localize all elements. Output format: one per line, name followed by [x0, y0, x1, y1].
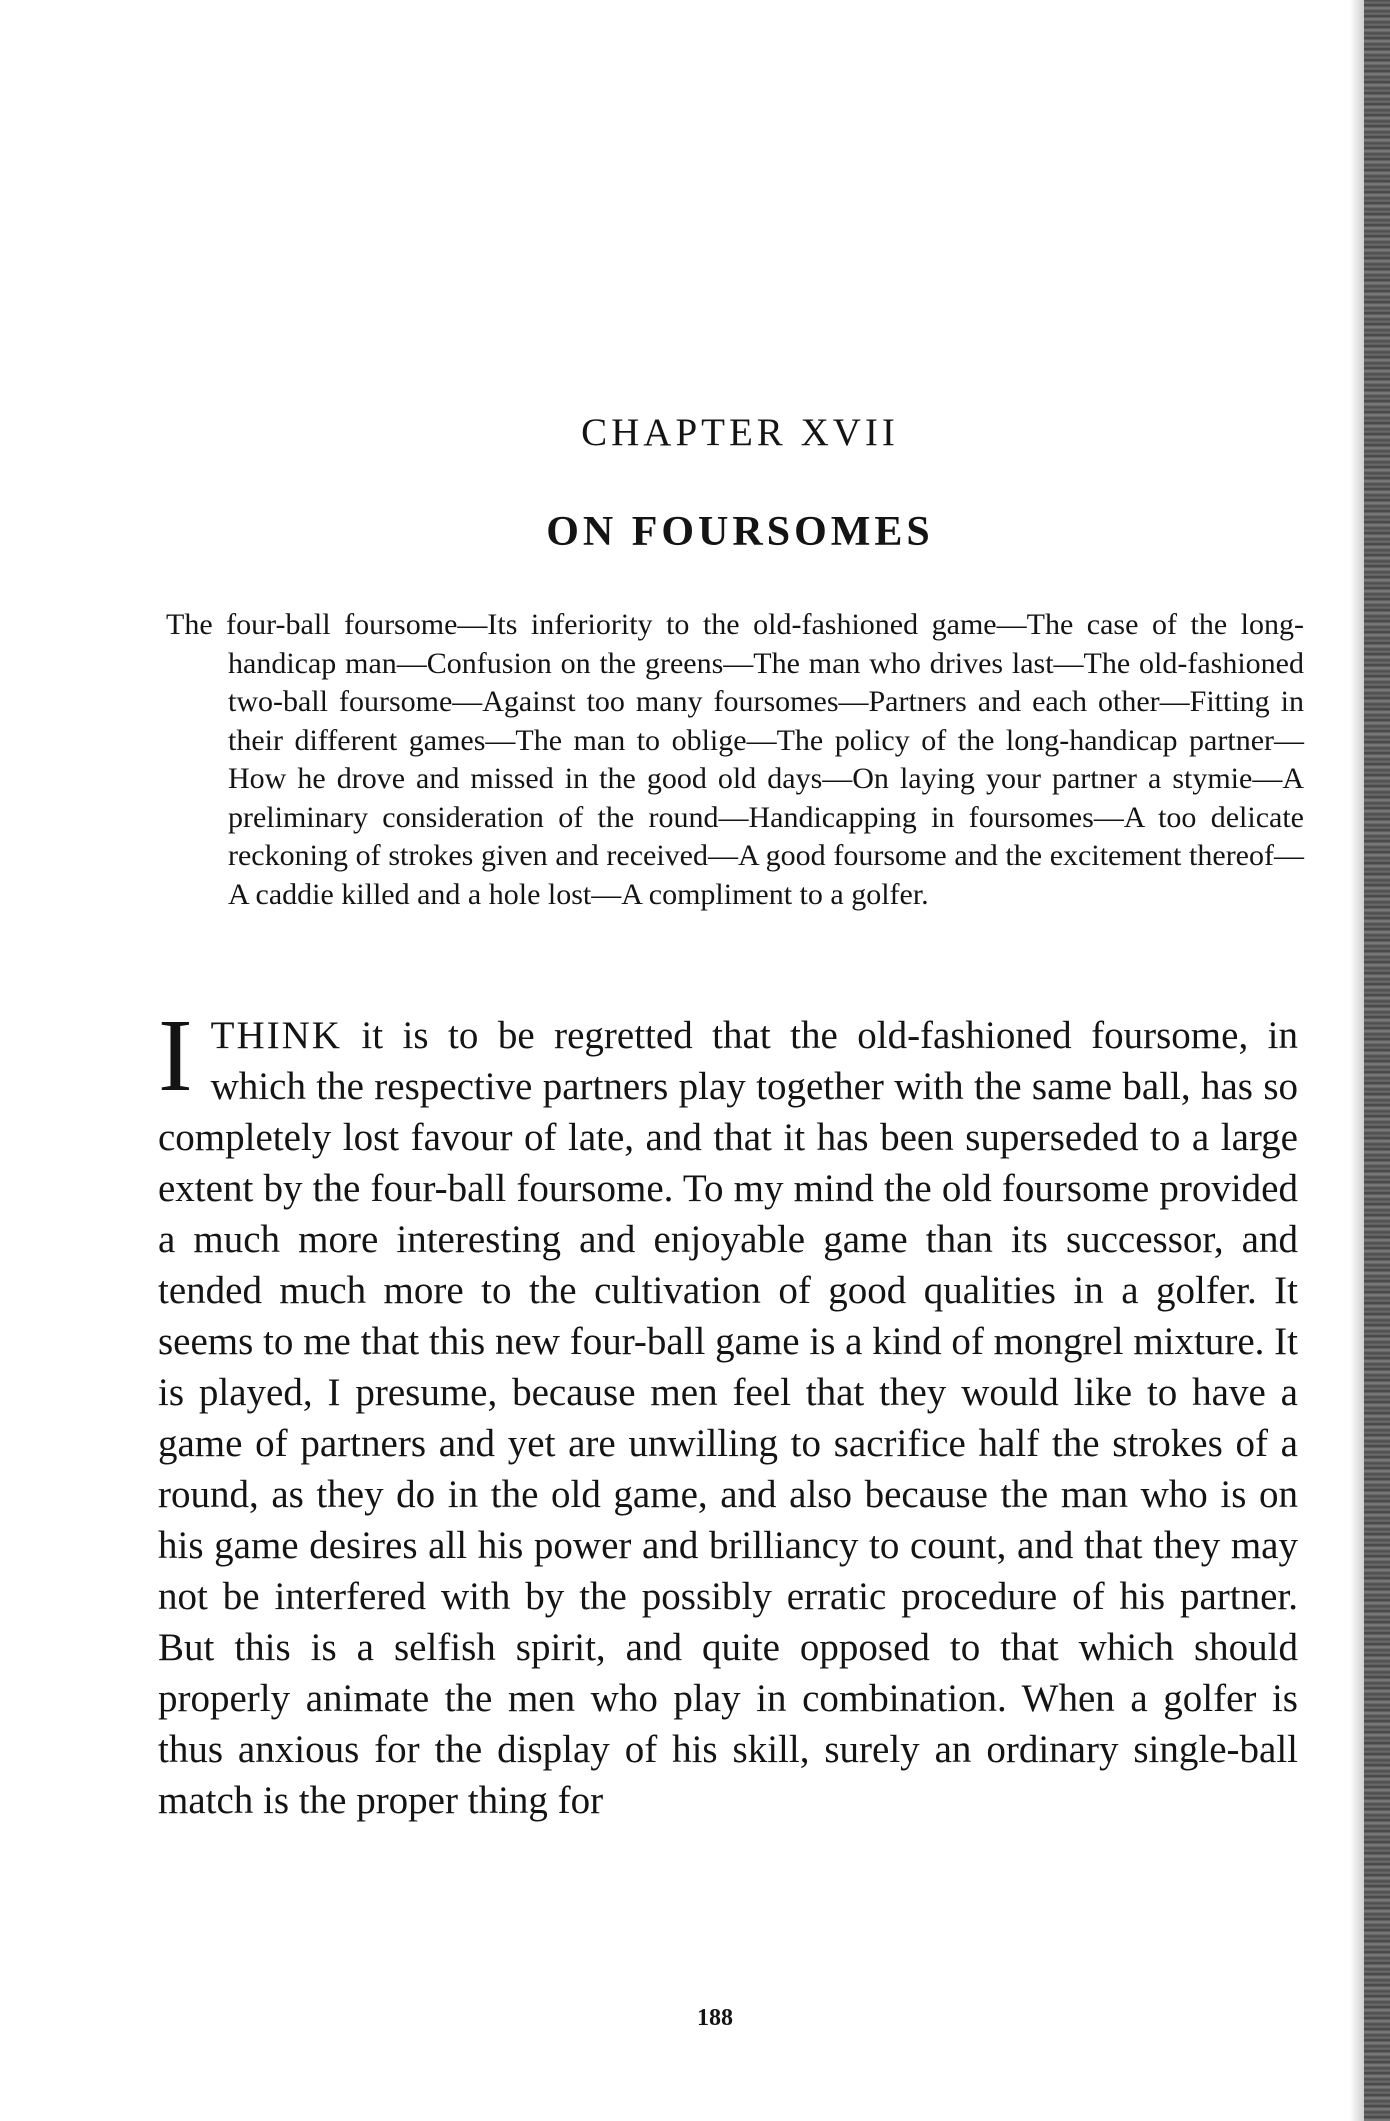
chapter-number: CHAPTER XVII — [581, 411, 899, 454]
page-edge — [1364, 0, 1390, 2121]
chapter-title: ON FOURSOMES — [546, 509, 934, 555]
body-paragraph — [158, 998, 1298, 1826]
page-edge-shadow — [1350, 0, 1364, 2121]
chapter-synopsis: The four-ball foursome—Its inferiority to the old-fashioned game—The case of the long-handicap man—Confusion on the greens—The man who drives last—The old-fashioned two-ball foursome—Against too many foursomes—Partners and each other—Fitting in their different games—The man to oblige—The policy of the long-handicap partner—How he drove and missed in the good old days—On laying your partner a stymie—A preliminary consideration of the round—Handicapping in foursomes—A too delicate reckoning of strokes given and received—A good foursome and the excitement thereof—A caddie killed and a hole lost—A compliment to a golfer. — [166, 608, 1304, 911]
lead-word: THINK — [210, 1014, 342, 1057]
paragraph-text: it is to be regretted that the old-fashioned foursome, in which the respective partners play together with the same ball, has so completely lost favour of late, and that it has been superseded to a large extent by the four-ball foursome. To my mind the old foursome provided a much more interesting and enjoyable game than its successor, and tended much more to the cultivation of good qualities in a golfer. It seems to me that this new four-ball game is a kind of mongrel mixture. It is played, I presume, because men feel that they would like to have a game of partners and yet are unwilling to sacrifice half the strokes of a round, as they do in the old game, and also because the man who is on his game desires all his power and brilliancy to count, and that they may not be interfered with by the possibly erratic procedure of his partner. But this is a selfish spirit, and quite opposed to that which should properly animate the men who play in combination. When a golfer is thus anxious for the display of his skill, surely an ordinary single-ball match is the proper thing for — [158, 1014, 1298, 1822]
drop-cap: I — [158, 998, 193, 1113]
page-number: 188 — [697, 2005, 733, 2031]
